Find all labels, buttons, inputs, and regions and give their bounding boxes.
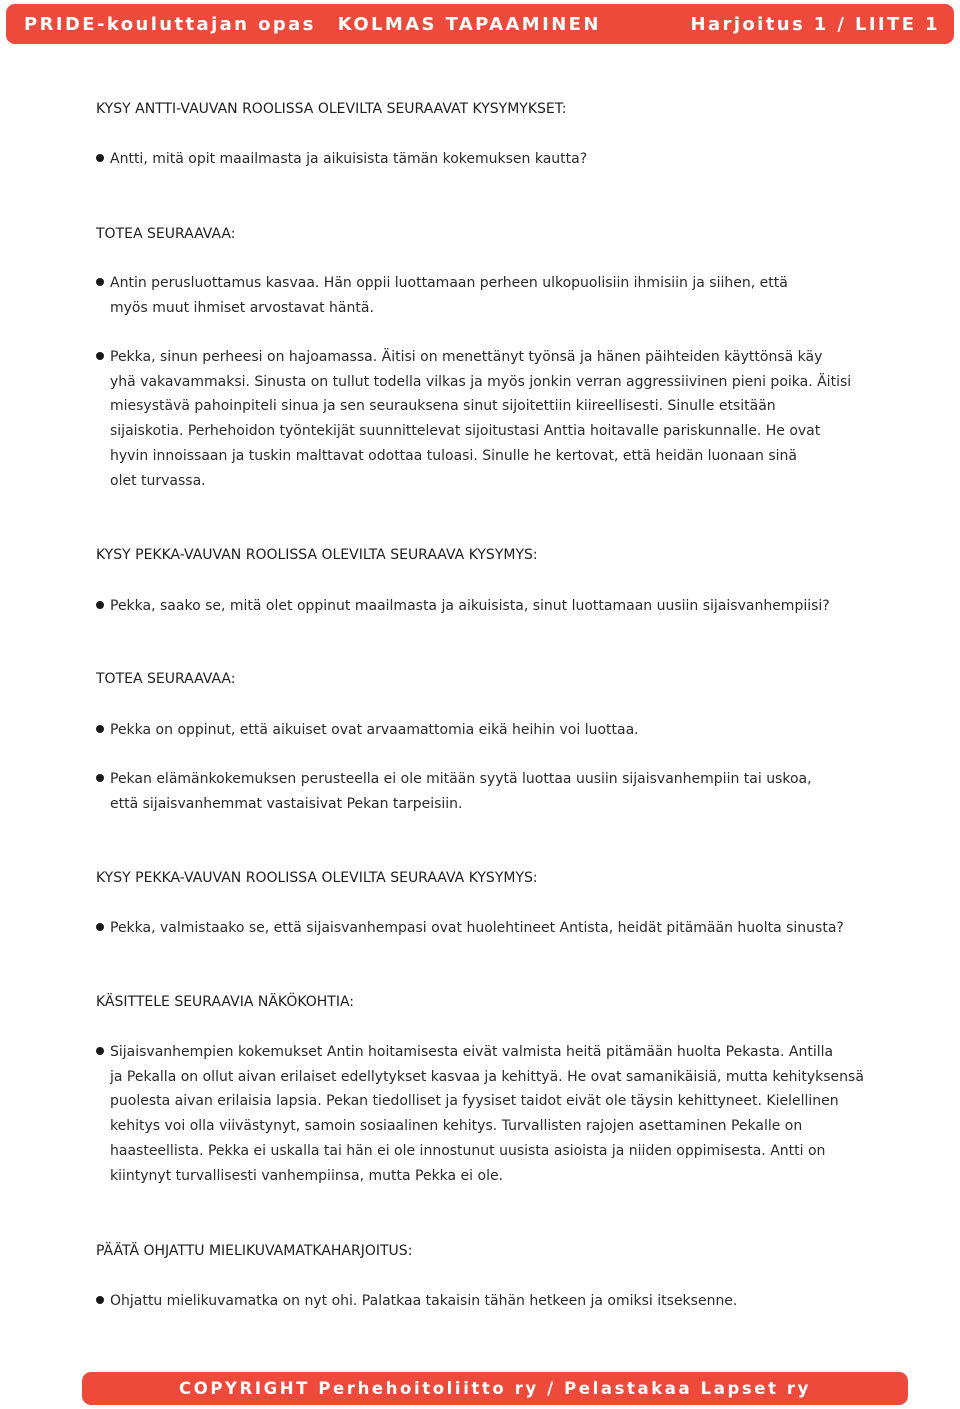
text-line: Antin perusluottamus kasvaa. Hän oppii luottamaan perheen ulkopuolisiin ihmisiin ja siihen, että [110,275,788,291]
bullet-item [96,1289,896,1314]
text-line: Antti, mitä opit maailmasta ja aikuisista tämän kokemuksen kautta? [110,151,588,167]
bullet-text [110,1040,896,1188]
text-line: Pekka, saako se, mitä olet oppinut maailmasta ja aikuisista, sinut luottamaan uusiin sijaisvanhempiisi? [110,598,830,614]
text-line: yhä vakavammaksi. Sinusta on tullut todella vilkas ja myös jonkin verran aggressiivinen pieni poika. Äitisi [110,373,852,390]
text-line: haasteellista. Pekka ei uskalla tai hän ei ole innostunut uusista asioista ja niiden oppimisesta. Antti on [110,1142,826,1159]
page-footer-bar [82,1372,908,1405]
text-line: puolesta aivan erilaisia lapsia. Pekan tiedolliset ja fyysiset taidot eivät ole täysin kehittyneet. Kielellinen [110,1093,839,1110]
bullet-item [96,1040,896,1188]
text-line: Sijaisvanhempien kokemukset Antin hoitamisesta eivät valmista heitä pitämään huolta Pekasta. Antilla [110,1044,834,1060]
header-guide-name: PRIDE-kouluttajan opas [24,14,316,35]
bullet-item [96,916,896,941]
bullet-item [96,345,896,493]
text-line: olet turvassa. [110,472,206,489]
bullet-dot-icon [96,352,104,360]
bullet-text [110,1289,896,1314]
bullet-text [110,147,896,172]
section-heading: KÄSITTELE SEURAAVIA NÄKÖKOHTIA: [96,994,355,1010]
bullet-dot-icon [96,1047,104,1055]
header-title [24,14,601,35]
text-line: miesystävä pahoinpiteli sinua ja sen seurauksena sinut sijoitettiin kiireellisesti. Sinulle etsitään [110,398,776,415]
text-line: Pekka, sinun perheesi on hajoamassa. Äitisi on menettänyt työnsä ja hänen päihteiden käyttönsä käy [110,349,823,365]
header-meeting-name: KOLMAS TAPAAMINEN [337,14,601,35]
bullet-text [110,594,896,619]
text-line: hyvin innoissaan ja tuskin malttavat odottaa tuloasi. Sinulle he kertovat, että heidän luonaan sinä [110,447,797,464]
text-line: kehitys voi olla viivästynyt, samoin sosiaalinen kehitys. Turvallisten rajojen asettaminen Pekalle on [110,1118,803,1135]
bullet-dot-icon [96,725,104,733]
bullet-dot-icon [96,774,104,782]
bullet-text [110,718,896,743]
page-header-bar [6,4,954,44]
bullet-item [96,147,896,172]
text-line: Pekka on oppinut, että aikuiset ovat arvaamattomia eikä heihin voi luottaa. [110,722,639,738]
bullet-dot-icon [96,278,104,286]
bullet-item [96,594,896,619]
text-line: kiintynyt turvallisesti vanhempiinsa, mutta Pekka ei ole. [110,1167,504,1184]
section-heading: KYSY PEKKA-VAUVAN ROOLISSA OLEVILTA SEURAAVA KYSYMYS: [96,547,538,563]
text-line: Pekan elämänkokemuksen perusteella ei ole mitään syytä luottaa uusiin sijaisvanhempiin tai uskoa, [110,771,812,787]
text-line: sijaiskotia. Perhehoidon työntekijät suunnittelevat sijoitustasi Anttia hoitavalle pariskunnalle. He ovat [110,423,821,440]
bullet-text [110,767,896,816]
section-heading: TOTEA SEURAAVAA: [96,671,236,687]
bullet-dot-icon [96,1296,104,1304]
text-line: myös muut ihmiset arvostavat häntä. [110,299,374,316]
bullet-text [110,271,896,320]
section-heading: KYSY PEKKA-VAUVAN ROOLISSA OLEVILTA SEURAAVA KYSYMYS: [96,870,538,886]
bullet-item [96,271,896,320]
section-heading: TOTEA SEURAAVAA: [96,226,236,242]
bullet-dot-icon [96,601,104,609]
section-heading: KYSY ANTTI-VAUVAN ROOLISSA OLEVILTA SEURAAVAT KYSYMYKSET: [96,101,567,117]
text-line: Pekka, valmistaako se, että sijaisvanhempasi ovat huolehtineet Antista, heidät pitämään huolta sinusta? [110,920,844,936]
bullet-text [110,916,896,941]
bullet-item [96,767,896,816]
text-line: ja Pekalla on ollut aivan erilaiset edellytykset kasvaa ja kehittyä. He ovat samanikäisiä, mutta kehityksensä [110,1068,864,1085]
text-line: että sijaisvanhemmat vastaisivat Pekan tarpeisiin. [110,795,463,812]
bullet-text [110,345,896,493]
text-line: Ohjattu mielikuvamatka on nyt ohi. Palatkaa takaisin tähän hetkeen ja omiksi itseksenne. [110,1293,738,1309]
bullet-dot-icon [96,923,104,931]
section-heading: PÄÄTÄ OHJATTU MIELIKUVAMATKAHARJOITUS: [96,1243,413,1259]
header-exercise-label: Harjoitus 1 / LIITE 1 [690,14,940,35]
footer-copyright: COPYRIGHT Perhehoitoliitto ry / Pelastakaa Lapset ry [178,1379,812,1398]
bullet-dot-icon [96,154,104,162]
bullet-item [96,718,896,743]
